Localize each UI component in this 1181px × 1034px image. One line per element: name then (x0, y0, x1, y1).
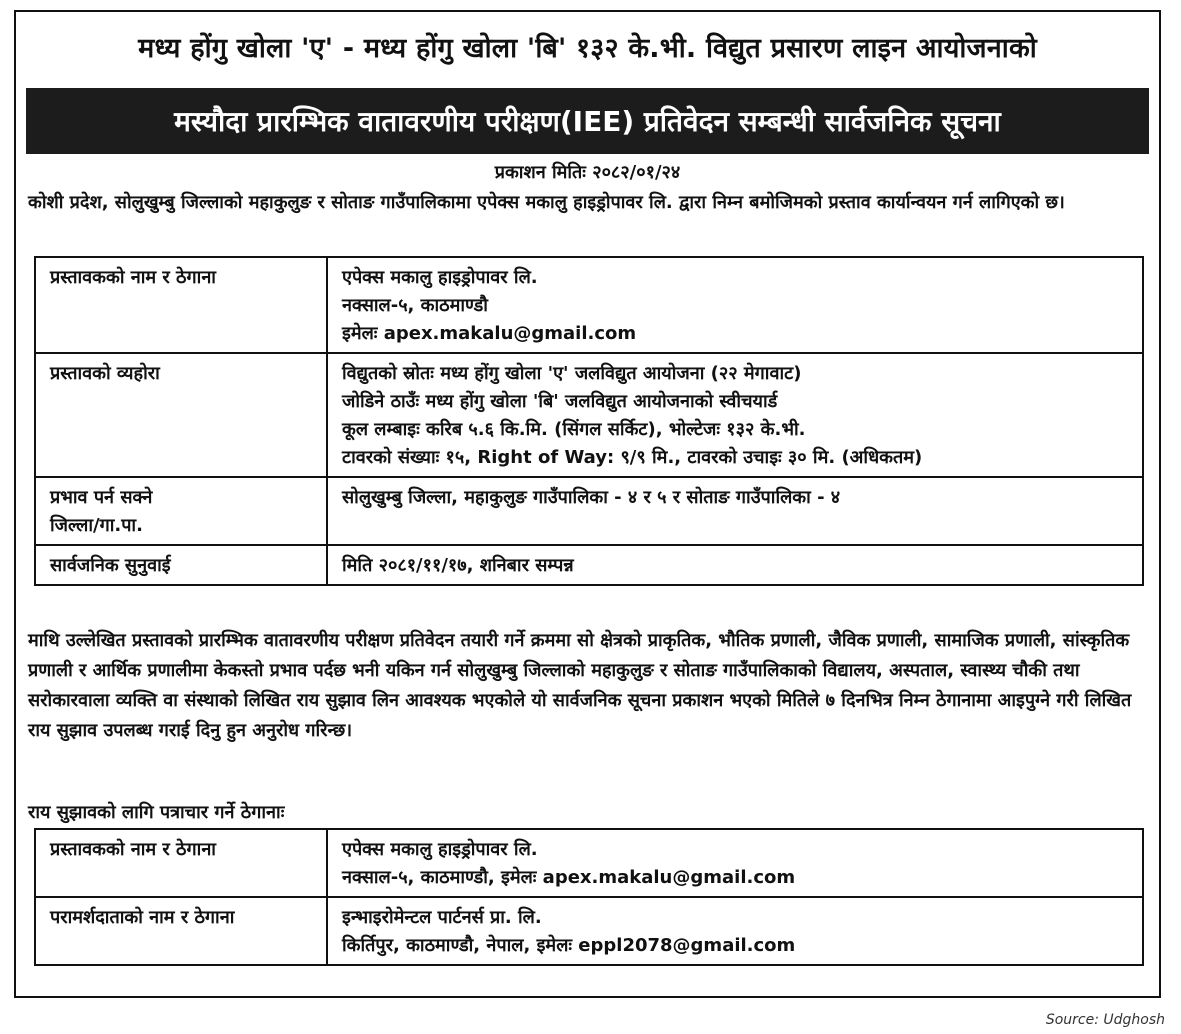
publication-date: प्रकाशन मितिः २०८२/०१/२४ (494, 162, 681, 183)
value-line: नक्साल-५, काठमाण्डौ (342, 295, 488, 316)
row-label (35, 477, 327, 545)
public-notice (14, 10, 1161, 998)
value-line: एपेक्स मकालु हाइड्रोपावर लि. (342, 839, 538, 860)
intro-paragraph: कोशी प्रदेश, सोलुखुम्बु जिल्लाको महाकुलुङ र सोताङ गाउँपालिकामा एपेक्स मकालु हाइड्रोपावर लि. द्वारा निम्न बमोजिमको प्रस्ताव कार्यान्वयन गर्न लागिएको छ। (28, 192, 1065, 213)
value-line: मिति २०८१/११/१७, शनिबार सम्पन्न (342, 555, 574, 576)
table-row (35, 353, 1143, 477)
row-label: प्रस्तावकको नाम र ठेगाना (35, 257, 327, 353)
banner-text: मस्यौदा प्रारम्भिक वातावरणीय परीक्षण(IEE) प्रतिवेदन सम्बन्धी सार्वजनिक सूचना (174, 105, 1001, 138)
row-label: प्रस्तावकको नाम र ठेगाना (35, 829, 327, 897)
table-row (35, 897, 1143, 965)
value-line: टावरको संख्याः १५, Right of Way: ९/९ मि., टावरको उचाइः ३० मि. (अधिकतम) (342, 447, 923, 468)
value-line: एपेक्स मकालु हाइड्रोपावर लि. (342, 267, 538, 288)
table-row (35, 257, 1143, 353)
contact-table (34, 828, 1144, 966)
contact-heading: राय सुझावको लागि पत्राचार गर्ने ठेगानाः (28, 802, 285, 823)
label-line: जिल्ला/गा.पा. (50, 515, 143, 536)
row-value (327, 545, 1143, 585)
notice-banner (26, 88, 1149, 154)
value-line: किर्तिपुर, काठमाण्डौ, नेपाल, इमेलः eppl2078@gmail.com (342, 935, 796, 956)
source-caption: Source: Udghosh (1045, 1012, 1165, 1028)
row-label: प्रस्तावको व्यहोरा (35, 353, 327, 477)
value-line: विद्युतको स्रोतः मध्य होंगु खोला 'ए' जलविद्युत आयोजना (२२ मेगावाट) (342, 363, 802, 384)
notice-title: मध्य होंगु खोला 'ए' - मध्य होंगु खोला 'बि' १३२ के.भी. विद्युत प्रसारण लाइन आयोजनाको (138, 33, 1037, 64)
row-label: सार्वजनिक सुनुवाई (35, 545, 327, 585)
label-line: प्रभाव पर्न सक्ने (50, 487, 153, 508)
table-row (35, 829, 1143, 897)
row-label: परामर्शदाताको नाम र ठेगाना (35, 897, 327, 965)
value-line: सोलुखुम्बु जिल्ला, महाकुलुङ गाउँपालिका - ४ र ५ र सोताङ गाउँपालिका - ४ (342, 487, 841, 508)
value-line: जोडिने ठाउँः मध्य होंगु खोला 'बि' जलविद्युत आयोजनाको स्वीचयार्ड (342, 391, 778, 412)
row-value (327, 257, 1143, 353)
proposal-details-table (34, 256, 1144, 586)
table-row (35, 477, 1143, 545)
row-value (327, 353, 1143, 477)
value-line: इन्भाइरोमेन्टल पार्टनर्स प्रा. लि. (342, 907, 542, 928)
row-value (327, 477, 1143, 545)
row-value (327, 897, 1143, 965)
body-paragraph: माथि उल्लेखित प्रस्तावको प्रारम्भिक वातावरणीय परीक्षण प्रतिवेदन तयारी गर्ने क्रममा सो क्षेत्रको प्राकृतिक, भौतिक प्रणाली, जैविक प्रणाली, सामाजिक प्रणाली, सांस्कृतिक प्रणाली र आर्थिक प्रणालीमा केकस्तो प्रभाव पर्दछ भनी यकिन गर्न सोलुखुम्बु जिल्लाको महाकुलुङ र सोताङ गाउँपालिकाको विद्यालय, अस्पताल, स्वास्थ्य चौकी तथा सरोकारवाला व्यक्ति वा संस्थाको लिखित राय सुझाव लिन आवश्यक भएकोले यो सार्वजनिक सूचना प्रकाशन भएको मितिले ७ दिनभित्र निम्न ठेगानामा आइपुग्ने गरी लिखित राय सुझाव उपलब्ध गराई दिनु हुन अनुरोध गरिन्छ। (28, 630, 1132, 741)
value-line: कूल लम्बाइः करिब ५.६ कि.मि. (सिंगल सर्किट), भोल्टेजः १३२ के.भी. (342, 419, 806, 440)
table-row (35, 545, 1143, 585)
row-value (327, 829, 1143, 897)
value-line: इमेलः apex.makalu@gmail.com (342, 323, 637, 344)
value-line: नक्साल-५, काठमाण्डौ, इमेलः apex.makalu@gmail.com (342, 867, 796, 888)
